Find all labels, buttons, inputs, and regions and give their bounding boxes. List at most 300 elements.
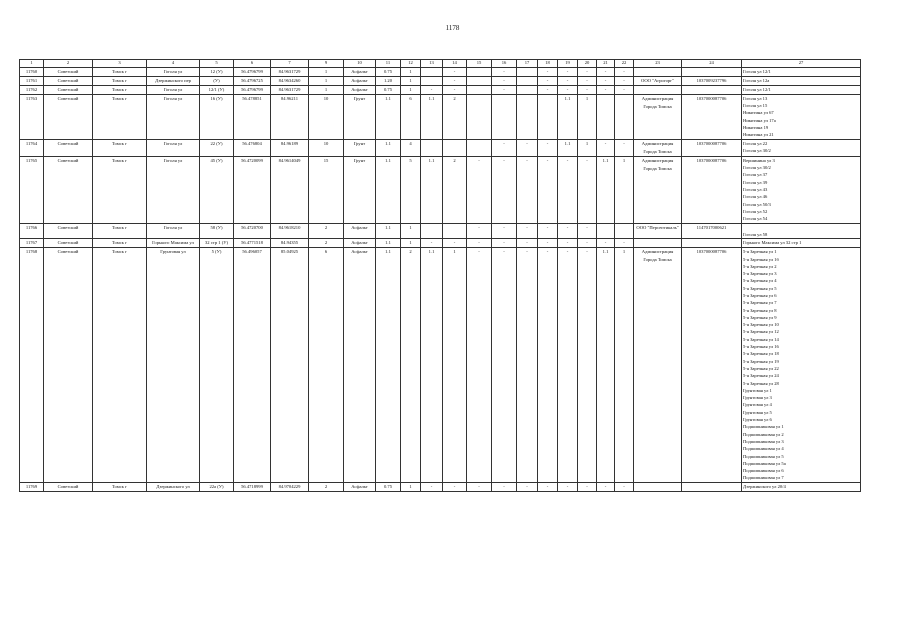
table-cell: 12 (У) (200, 67, 234, 76)
table-cell: 10 (309, 94, 344, 139)
column-header: 17 (517, 60, 538, 68)
table-cell: 11760 (20, 67, 44, 76)
table-cell: 1.1 (597, 248, 615, 483)
table-cell: - (467, 223, 492, 239)
table-cell: Дзержинского пер (147, 76, 200, 85)
table-cell: 11762 (20, 85, 44, 94)
table-row (20, 67, 861, 76)
table-cell (467, 94, 492, 139)
table-cell: - (492, 156, 517, 223)
table-cell (615, 94, 634, 139)
address-line: Подшипниковая ул 7 (743, 475, 784, 481)
column-header: 2 (44, 60, 93, 68)
address-line: Гоголя ул 52 (743, 208, 768, 214)
table-cell: - (538, 248, 558, 483)
table-cell: - (492, 76, 517, 85)
table-cell: 2 (443, 94, 467, 139)
table-cell: - (597, 76, 615, 85)
table-cell: - (558, 85, 578, 94)
table-cell: - (578, 248, 597, 483)
table-row (20, 94, 861, 139)
table-cell (538, 94, 558, 139)
table-cell: - (578, 156, 597, 223)
address-line: Подшипниковая ул 2 (743, 431, 784, 437)
table-cell: - (597, 67, 615, 76)
table-cell: 4 (401, 139, 421, 156)
table-cell: - (615, 85, 634, 94)
table-cell: 1 (401, 223, 421, 239)
table-cell: 2 (309, 223, 344, 239)
table-cell: - (421, 482, 443, 491)
address-cell (742, 156, 861, 223)
address-line: Грунтовая ул 5 (743, 409, 772, 415)
table-cell: - (492, 67, 517, 76)
table-cell: - (578, 482, 597, 491)
column-header: 5 (200, 60, 234, 68)
address-line: Горького Максима ул 32 стр 1 (743, 240, 802, 246)
table-cell (634, 85, 682, 94)
address-cell (742, 94, 861, 139)
table-cell: Гоголя ул (147, 85, 200, 94)
table-cell: ООО "Персептикаль" (634, 223, 682, 239)
table-cell: 2 (309, 482, 344, 491)
table-cell: Асфальт (344, 223, 376, 239)
table-cell: Асфальт (344, 248, 376, 483)
table-cell: 11767 (20, 239, 44, 248)
table-cell: - (538, 223, 558, 239)
table-cell: - (578, 223, 597, 239)
table-cell: - (443, 67, 467, 76)
column-header: 23 (634, 60, 682, 68)
table-cell: - (443, 482, 467, 491)
table-cell: 2 (309, 239, 344, 248)
table-cell: 1.1 (376, 239, 401, 248)
table-cell: Советский (44, 248, 93, 483)
table-cell: Томск г (93, 156, 147, 223)
table-cell: Гоголя ул (147, 139, 200, 156)
table-cell (597, 223, 615, 239)
table-cell (634, 239, 682, 248)
table-cell: 1037000087706 (682, 139, 742, 156)
table-cell: 58 (У) (200, 223, 234, 239)
table-cell: 10 (309, 139, 344, 156)
table-cell: - (615, 76, 634, 85)
table-cell: 56.4720099 (234, 156, 271, 223)
table-cell: - (558, 67, 578, 76)
address-line: Гоголя ул 30/2 (743, 147, 771, 153)
address-line: Подшипниковая ул 5а (743, 460, 786, 466)
address-line: Гоголя ул 58 (743, 231, 768, 237)
table-cell: - (578, 239, 597, 248)
table-cell: - (492, 85, 517, 94)
table-cell: 45 (У) (200, 156, 234, 223)
column-header: 24 (682, 60, 742, 68)
table-cell: - (578, 76, 597, 85)
table-cell: 85.04925 (271, 248, 309, 483)
address-line: 5-я Заречная ул 1б (743, 256, 779, 262)
table-cell: 32 стр 1 (У) (200, 239, 234, 248)
table-cell (421, 76, 443, 85)
table-row (20, 76, 861, 85)
column-header: 18 (538, 60, 558, 68)
table-cell: 11763 (20, 94, 44, 139)
address-line: Гоголя ул 43 (743, 187, 768, 193)
column-header: 20 (578, 60, 597, 68)
table-cell: - (558, 482, 578, 491)
table-cell: - (538, 67, 558, 76)
table-cell: Гоголя ул (147, 94, 200, 139)
table-cell: 1.1 (421, 156, 443, 223)
table-cell: Гоголя ул (147, 223, 200, 239)
table-cell (492, 94, 517, 139)
table-cell: 1.1 (376, 139, 401, 156)
table-cell: Асфальт (344, 67, 376, 76)
table-cell: 84.96189 (271, 139, 309, 156)
table-cell: - (517, 223, 538, 239)
address-line: 5-я Заречная ул 10 (743, 322, 779, 328)
table-cell: 1.20 (376, 76, 401, 85)
table-cell: Томск г (93, 85, 147, 94)
table-cell: - (517, 156, 538, 223)
table-cell: 84.96211 (271, 94, 309, 139)
table-cell: 6 (401, 94, 421, 139)
table-cell: Асфальт (344, 85, 376, 94)
table-cell: - (421, 85, 443, 94)
table-cell: Грунт (344, 94, 376, 139)
table-cell: 84.9618210 (271, 223, 309, 239)
address-cell (742, 248, 861, 483)
address-line: 5-я Заречная ул 18 (743, 351, 779, 357)
table-cell: - (467, 248, 492, 483)
table-cell: 16 (У) (200, 94, 234, 139)
table-cell: - (578, 85, 597, 94)
table-cell: 12/1 (У) (200, 85, 234, 94)
table-cell: 2 (401, 248, 421, 483)
table-cell: - (538, 85, 558, 94)
table-cell: - (615, 139, 634, 156)
table-cell: - (517, 482, 538, 491)
table-cell: - (597, 85, 615, 94)
table-cell: Асфальт (344, 76, 376, 85)
table-cell: Томск г (93, 139, 147, 156)
table-cell: 56.4720700 (234, 223, 271, 239)
table-row (20, 239, 861, 248)
table-cell: 11766 (20, 223, 44, 239)
table-cell: 1.1 (421, 94, 443, 139)
table-cell: - (538, 482, 558, 491)
table-cell: 1.1 (597, 156, 615, 223)
table-cell: 1.1 (558, 94, 578, 139)
table-row (20, 85, 861, 94)
table-cell: Томск г (93, 76, 147, 85)
table-cell: Грунт (344, 156, 376, 223)
table-cell: 1037000087706 (682, 156, 742, 223)
table-cell: - (492, 482, 517, 491)
table-cell (682, 85, 742, 94)
table-cell: - (467, 156, 492, 223)
address-line (743, 224, 859, 231)
table-cell: Томск г (93, 94, 147, 139)
table-cell: 5 (401, 156, 421, 223)
table-cell (634, 67, 682, 76)
table-cell: - (443, 76, 467, 85)
table-cell: - (538, 156, 558, 223)
column-header: 3 (93, 60, 147, 68)
table-cell (597, 94, 615, 139)
column-header: 6 (234, 60, 271, 68)
table-cell: 1 (615, 156, 634, 223)
table-cell: Советский (44, 223, 93, 239)
table-cell: - (517, 239, 538, 248)
address-cell (742, 76, 861, 85)
table-cell: Администрация Города Томска (634, 248, 682, 483)
table-cell (467, 67, 492, 76)
table-cell: 1 (615, 248, 634, 483)
table-cell (517, 94, 538, 139)
table-cell: 56.4796799 (234, 67, 271, 76)
address-line: Никитина ул 21 (743, 132, 774, 138)
table-cell: Томск г (93, 223, 147, 239)
table-cell: 56.4796799 (234, 85, 271, 94)
column-header: 13 (421, 60, 443, 68)
address-line: Никитина ул 17а (743, 117, 776, 123)
column-header: 27 (742, 60, 861, 68)
table-cell: 1.1 (376, 248, 401, 483)
address-line: Гоголя ул 50/3 (743, 201, 771, 207)
column-header: 9 (309, 60, 344, 68)
table-cell: 84.94355 (271, 239, 309, 248)
address-line: 5-я Заречная ул 16 (743, 344, 779, 350)
address-line: Гоголя ул 39 (743, 179, 768, 185)
table-cell: - (443, 239, 467, 248)
table-cell (467, 139, 492, 156)
registry-table (19, 59, 861, 492)
table-row (20, 223, 861, 239)
table-cell: 2 (443, 156, 467, 223)
table-cell: Грунтовая ул (147, 248, 200, 483)
address-line: 5-я Заречная ул 12 (743, 329, 779, 335)
table-cell: Советский (44, 94, 93, 139)
table-cell: 56.478851 (234, 94, 271, 139)
address-line: Грунтовая ул 3 (743, 395, 772, 401)
address-cell (742, 239, 861, 248)
table-cell (634, 482, 682, 491)
table-cell: Советский (44, 76, 93, 85)
table-cell: Гоголя ул (147, 156, 200, 223)
table-cell: - (492, 223, 517, 239)
table-cell: - (558, 76, 578, 85)
address-line: 5-я Заречная ул 7 (743, 300, 777, 306)
table-cell: 1 (309, 76, 344, 85)
table-cell: Советский (44, 239, 93, 248)
table-cell: - (615, 239, 634, 248)
table-cell: Асфальт (344, 482, 376, 491)
table-cell: Администрация Города Томска (634, 94, 682, 139)
table-cell (682, 67, 742, 76)
address-line: Гоголя ул 30/2 (743, 165, 771, 171)
address-line: 5-я Заречная ул 8 (743, 307, 777, 313)
table-cell: 6 (309, 248, 344, 483)
table-cell: 1 (309, 85, 344, 94)
table-cell: 1 (401, 482, 421, 491)
address-line: Грунтовая ул 1 (743, 387, 772, 393)
table-cell: 1.1 (376, 156, 401, 223)
table-cell (443, 139, 467, 156)
table-cell (467, 85, 492, 94)
table-cell: 84.9631729 (271, 67, 309, 76)
table-cell: Советский (44, 67, 93, 76)
table-cell: 0.75 (376, 482, 401, 491)
table-cell: 0.75 (376, 85, 401, 94)
address-line: Гоголя ул 13 (743, 95, 768, 101)
table-cell: - (492, 248, 517, 483)
table-cell: 1 (578, 94, 597, 139)
address-line: 5-я Заречная ул 14 (743, 336, 779, 342)
table-cell: - (597, 482, 615, 491)
table-cell: Томск г (93, 482, 147, 491)
table-cell: 1.1 (376, 223, 401, 239)
address-line: 5-я Заречная ул 2 (743, 263, 777, 269)
column-header: 11 (376, 60, 401, 68)
table-cell: - (517, 139, 538, 156)
table-cell: - (558, 248, 578, 483)
table-cell: - (558, 239, 578, 248)
table-cell: Грунт (344, 139, 376, 156)
table-cell: 22 (У) (200, 139, 234, 156)
table-cell: 84.9704229 (271, 482, 309, 491)
table-cell: - (492, 139, 517, 156)
table-cell: Томск г (93, 248, 147, 483)
table-cell: ООО "Агрогорг" (634, 76, 682, 85)
table-cell: - (443, 85, 467, 94)
address-line: 5-я Заречная ул 9 (743, 314, 777, 320)
table-cell: - (538, 239, 558, 248)
table-cell: 1 (309, 67, 344, 76)
address-line: 5-я Заречная ул 22 (743, 365, 779, 371)
column-header: 4 (147, 60, 200, 68)
address-cell (742, 223, 861, 239)
address-cell (742, 67, 861, 76)
table-cell: 1 (401, 76, 421, 85)
address-line: 5-я Заречная ул 24 (743, 373, 779, 379)
address-line: Подшипниковая ул 5 (743, 453, 784, 459)
table-cell: 84.9634260 (271, 76, 309, 85)
table-cell (421, 139, 443, 156)
table-cell: 56.4771518 (234, 239, 271, 248)
table-cell: (У) (200, 76, 234, 85)
table-body (20, 67, 861, 491)
table-cell: 11769 (20, 482, 44, 491)
table-cell: 1.1 (421, 248, 443, 483)
table-cell (517, 85, 538, 94)
table-cell: 1.1 (376, 94, 401, 139)
table-cell (421, 223, 443, 239)
address-line: Гоголя ул 46 (743, 194, 768, 200)
header-row (20, 60, 861, 68)
table-cell: Советский (44, 85, 93, 94)
table-cell: 84.9614049 (271, 156, 309, 223)
table-cell: - (558, 156, 578, 223)
address-cell (742, 85, 861, 94)
table-cell (682, 239, 742, 248)
address-line: Гоголя ул 54 (743, 216, 768, 222)
table-cell: Асфальт (344, 239, 376, 248)
address-line: Гоголя ул 12а (743, 77, 770, 83)
table-cell: - (578, 67, 597, 76)
table-cell: 11761 (20, 76, 44, 85)
table-cell (443, 223, 467, 239)
table-cell: - (467, 482, 492, 491)
address-line: Подшипниковая ул 1 (743, 424, 784, 430)
address-line: Грунтовая ул 6 (743, 417, 772, 423)
table-row (20, 248, 861, 483)
address-line: Гоголя ул 12/1 (743, 68, 771, 74)
table-cell: 56.4796725 (234, 76, 271, 85)
table-cell: 1.1 (558, 139, 578, 156)
address-line: Подшипниковая ул 4 (743, 446, 784, 452)
table-cell: 0.75 (376, 67, 401, 76)
table-cell: - (538, 139, 558, 156)
address-line: Гоголя ул 22 (743, 140, 768, 146)
column-header: 12 (401, 60, 421, 68)
table-cell: 1 (443, 248, 467, 483)
address-line: Дзержинского ул 20/4 (743, 483, 786, 489)
address-line: Гоголя ул 12/1 (743, 86, 771, 92)
table-row (20, 139, 861, 156)
table-cell: - (615, 67, 634, 76)
page-number: 1178 (445, 24, 460, 32)
column-header: 21 (597, 60, 615, 68)
address-cell (742, 482, 861, 491)
table-cell: 1 (401, 67, 421, 76)
address-line: 5-я Заречная ул 3 (743, 271, 777, 277)
table-cell (467, 76, 492, 85)
table-cell: 1037000087706 (682, 94, 742, 139)
table-cell: 5 (У) (200, 248, 234, 483)
table-cell: 1 (401, 85, 421, 94)
column-header: 1 (20, 60, 44, 68)
table-cell: 56.4718999 (234, 482, 271, 491)
address-line: Гоголя ул 15 (743, 103, 768, 109)
table-cell: - (597, 139, 615, 156)
address-line: Подшипниковая ул 3 (743, 438, 784, 444)
table-cell: Администрация Города Томска (634, 139, 682, 156)
column-header: 22 (615, 60, 634, 68)
table-cell: 1 (401, 239, 421, 248)
table-cell: 56.476804 (234, 139, 271, 156)
address-line: Никитина ул 67 (743, 110, 774, 116)
table-cell: 11768 (20, 248, 44, 483)
address-line: 5-я Заречная ул 28 (743, 380, 779, 386)
column-header: 15 (467, 60, 492, 68)
table-cell: Советский (44, 482, 93, 491)
table-cell: Советский (44, 156, 93, 223)
column-header: 16 (492, 60, 517, 68)
table-cell: - (492, 239, 517, 248)
table-cell: Гоголя ул (147, 67, 200, 76)
table-cell: - (597, 239, 615, 248)
table-cell: 1147017000621 (682, 223, 742, 239)
address-line: 5-я Заречная ул 1 (743, 249, 777, 255)
table-cell: 22а (У) (200, 482, 234, 491)
table-cell: Томск г (93, 239, 147, 248)
table-row (20, 156, 861, 223)
address-line: 5-я Заречная ул 6 (743, 292, 777, 298)
table-cell: 11764 (20, 139, 44, 156)
table-row (20, 482, 861, 491)
column-header: 14 (443, 60, 467, 68)
table-cell: 1 (578, 139, 597, 156)
